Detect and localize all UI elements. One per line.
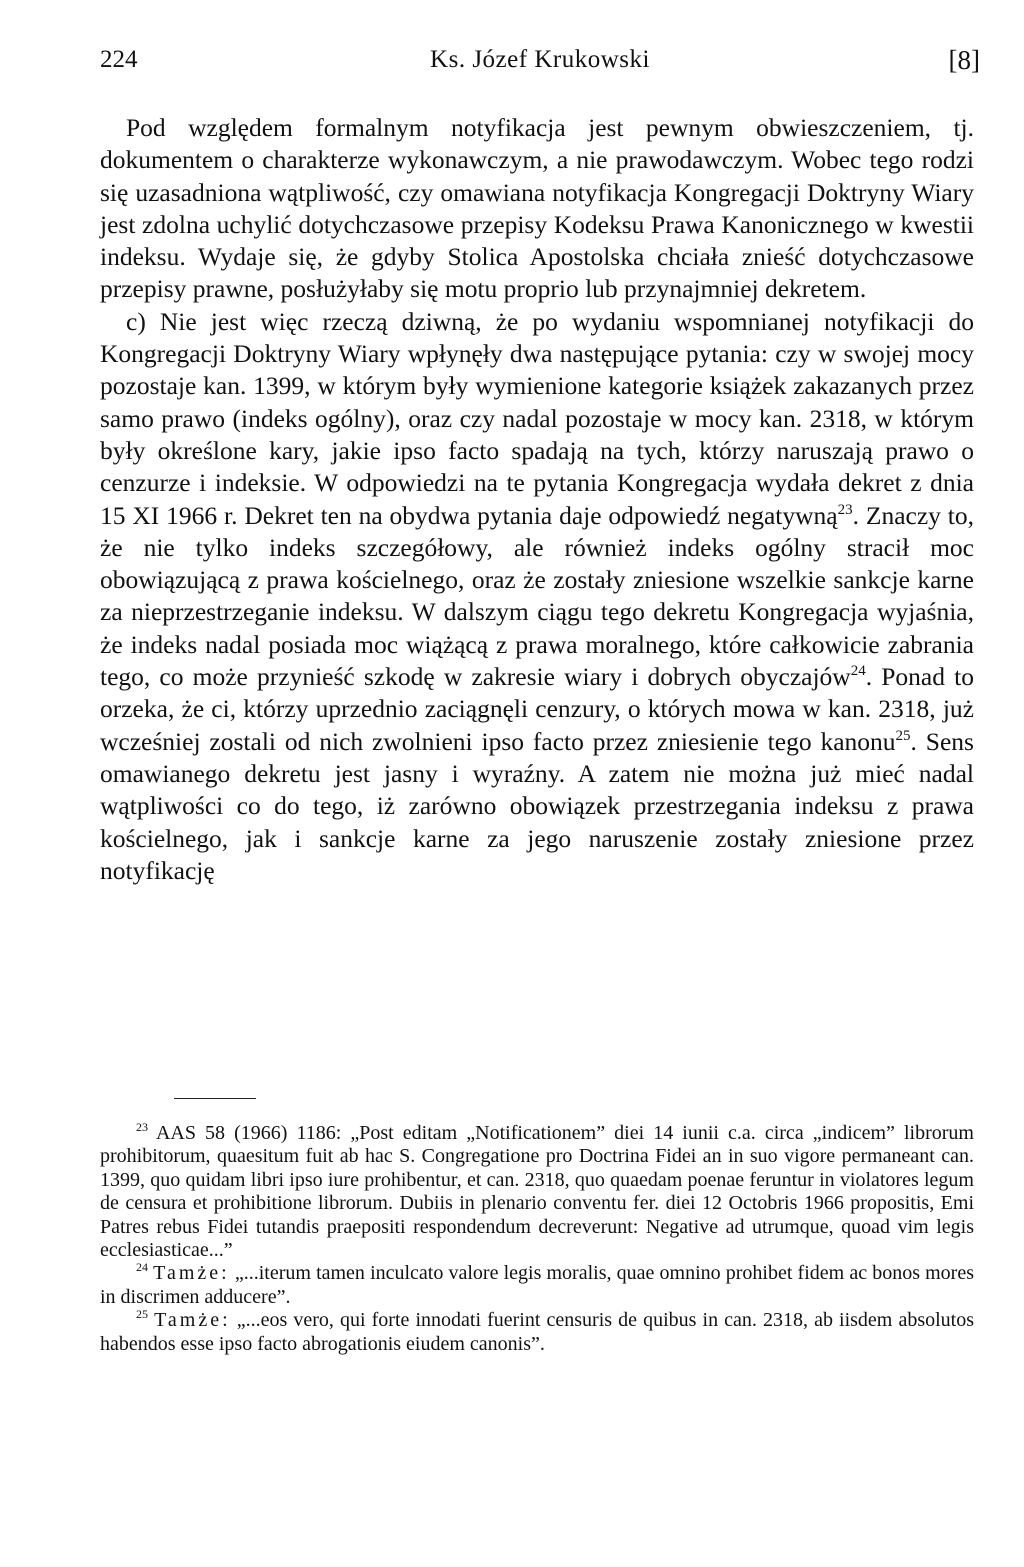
paragraph-2-part-d: . Sens omawianego dekretu jest jasny i wyraźny. A zatem nie można już mieć nadal wątpliwości co do tego, iż zarówno obowiązek przestrzegania indeksu z prawa kościelnego, jak i sankcje karne za jego naruszenie zostały zniesione przez notyfikację [100,726,974,885]
section-number: [8] [948,45,980,75]
paragraph-1: Pod względem formalnym notyfikacja jest pewnym obwieszczeniem, tj. dokumentem o charakterze wykonawczym, a nie prawodawczym. Wobec tego rodzi się uzasadniona wątpliwość, czy omawiana notyfikacja Kongregacji Doktryny Wiary jest zdolna uchylić dotychczasowe przepisy Kodeksu Prawa Kanonicznego w kwestii indeksu. Wydaje się, że gdyby Stolica Apostolska chciała znieść dotychczasowe przepisy prawne, posłużyłaby się motu proprio lub przynajmniej dekretem. [100,113,974,304]
footnote-separator [174,1098,256,1099]
footnote-25 [100,1309,974,1356]
footnote-23-text: AAS 58 (1966) 1186: „Post editam „Notificationem” diei 14 iunii c.a. circa „indicem” librorum prohibitorum, quaesitum fuit ab hac S. Congregatione pro Doctrina Fidei an in suo vigore permaneant can. 1399, quo quidam libri ipso iure prohibentur, et can. 2318, quo quaedam poenae feruntur in violatores legum de censura et prohibitione librorum. Dubiis in plenario conventu fer. diei 12 Octobris 1966 propositis, Emi Patres rebus Fidei tutandis praepositi respondendum decreverunt: Negative ad utrumque, quoad vim legis ecclesiasticae...” [100,1122,974,1262]
footnotes [100,1122,974,1356]
page-header [100,40,980,80]
running-title: Ks. Józef Krukowski [430,46,650,73]
footnote-mark-24: 24 [136,1260,148,1275]
paragraph-2-part-b: . Znaczy to, że nie tylko indeks szczegółowy, ale również indeks ogólny stracił moc obowiązującą z prawa kościelnego, oraz że zostały zniesione wszelkie sankcje karne za nieprzestrzeganie indeksu. W dalszym ciągu tego dekretu Kongregacja wyjaśnia, że indeks nadal posiada moc wiążącą z prawa moralnego, które całkowicie zabrania tego, co może przynieść szkodę w zakresie wiary i dobrych obyczajów [100,500,974,692]
footnote-24-tamze: Tamże: [153,1262,230,1285]
paragraph-2-part-a: c) Nie jest więc rzeczą dziwną, że po wydaniu wspomnianej notyfikacji do Kongregacji Doktryny Wiary wpłynęły dwa następujące pytania: czy w swojej mocy pozostaje kan. 1399, w którym były wymienione kategorie książek zakazanych przez samo prawo (indeks ogólny), oraz czy nadal pozostaje w mocy kan. 2318, w którym były określone kary, jakie ipso facto spadają na tych, którzy naruszają prawo o cenzurze i indeksie. W odpowiedzi na te pytania Kongregacja wydała dekret z dnia 15 XI 1966 r. Dekret ten na obydwa pytania daje odpowiedź negatywną [100,306,974,530]
main-text [100,112,974,887]
footnote-mark-23: 23 [136,1120,148,1134]
paragraph-2 [100,306,974,887]
footnote-24-text: „...iterum tamen inculcato valore legis moralis, quae omnino prohibet fidem ac bonos mores in discrimen adducere”. [100,1262,974,1308]
footnote-ref-23[interactable]: 23 [837,501,853,518]
footnote-23 [100,1122,974,1262]
paragraph-2-part-c: . Ponad to orzeka, że ci, którzy uprzednio zaciągnęli cenzury, o których mowa w kan. 2318, już wcześniej zostali od nich zwolnieni ipso facto przez zniesienie tego kanonu [100,662,974,756]
footnote-mark-25: 25 [136,1307,148,1322]
footnote-25-tamze: Tamże: [154,1309,231,1332]
footnote-24 [100,1262,974,1309]
footnote-ref-24[interactable]: 24 [850,663,866,680]
page-number: 224 [100,46,138,73]
footnote-ref-25[interactable]: 25 [895,727,911,744]
footnote-25-text: „...eos vero, qui forte innodati fuerint censuris de quibus in can. 2318, ab iisdem absolutos habendos esse ipso facto abrogationis eiudem canonis”. [100,1309,975,1355]
